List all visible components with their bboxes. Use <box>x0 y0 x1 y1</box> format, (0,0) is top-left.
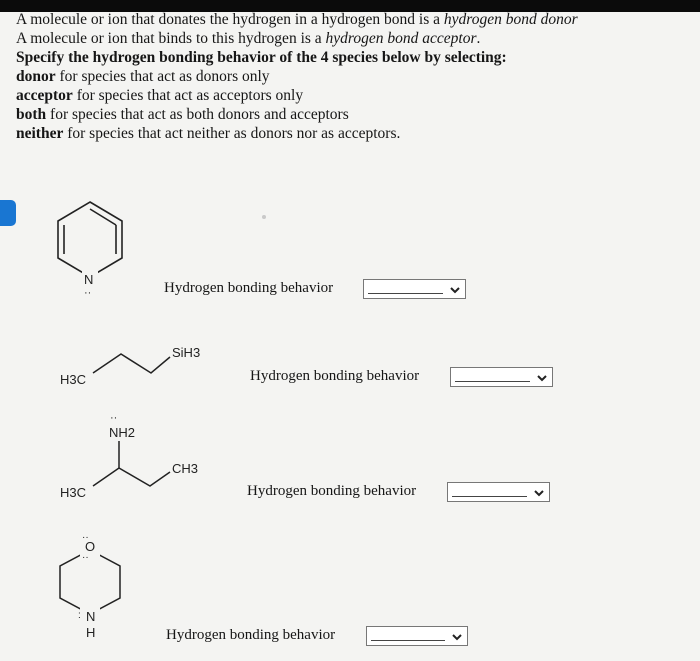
morpholine-o-lone-pair-top: ·· <box>82 532 89 543</box>
option-acceptor: acceptor for species that act as acceptors only <box>16 87 304 104</box>
amine-ch3: CH3 <box>172 461 199 476</box>
morpholine-n-lone-pair: : <box>78 610 81 621</box>
question-4-dropdown[interactable] <box>366 626 468 646</box>
question-1-label: Hydrogen bonding behavior <box>164 280 334 296</box>
dropdown-underline <box>455 381 530 382</box>
dropdown-underline <box>452 496 527 497</box>
morpholine-n: N <box>86 609 96 624</box>
silane-h3c: H3C <box>60 372 87 387</box>
pyridine-lone-pair: ·· <box>84 287 92 299</box>
dropdown-underline <box>371 640 445 641</box>
question-4-label: Hydrogen bonding behavior <box>166 627 336 643</box>
amine-lone-pair: ·· <box>110 412 118 424</box>
instruction-line-1: A molecule or ion that donates the hydrogen in a hydrogen bond is a hydrogen bond donor <box>16 11 578 28</box>
morpholine-structure <box>60 550 120 614</box>
instruction-line-2: A molecule or ion that binds to this hydrogen is a hydrogen bond acceptor. <box>16 30 481 47</box>
amine-nh2: NH2 <box>109 425 136 440</box>
dropdown-underline <box>368 293 443 294</box>
instruction-line-3: Specify the hydrogen bonding behavior of the 4 species below by selecting: <box>16 49 507 66</box>
question-2-label: Hydrogen bonding behavior <box>250 368 420 384</box>
chevron-down-icon <box>447 283 463 297</box>
option-both: both for species that act as both donors and acceptors <box>16 106 349 123</box>
chevron-down-icon <box>531 486 547 500</box>
question-2-dropdown[interactable] <box>450 367 553 387</box>
pyridine-n-atom: N <box>84 272 94 287</box>
morpholine-o: O <box>85 539 96 554</box>
morpholine-o-lone-pair-bottom: ·· <box>82 552 89 563</box>
amine-structure <box>93 441 170 486</box>
question-3-dropdown[interactable] <box>447 482 550 502</box>
chevron-down-icon <box>449 630 465 644</box>
silane-structure <box>93 354 170 373</box>
silane-sih3: SiH3 <box>172 345 201 360</box>
question-1-dropdown[interactable] <box>363 279 466 299</box>
question-3-label: Hydrogen bonding behavior <box>247 483 417 499</box>
pyridine-structure <box>58 202 122 277</box>
option-neither: neither for species that act neither as donors nor as acceptors. <box>16 125 401 142</box>
morpholine-h: H <box>86 625 96 640</box>
chevron-down-icon <box>534 371 550 385</box>
amine-h3c: H3C <box>60 485 87 500</box>
option-donor: donor for species that act as donors only <box>16 68 270 85</box>
